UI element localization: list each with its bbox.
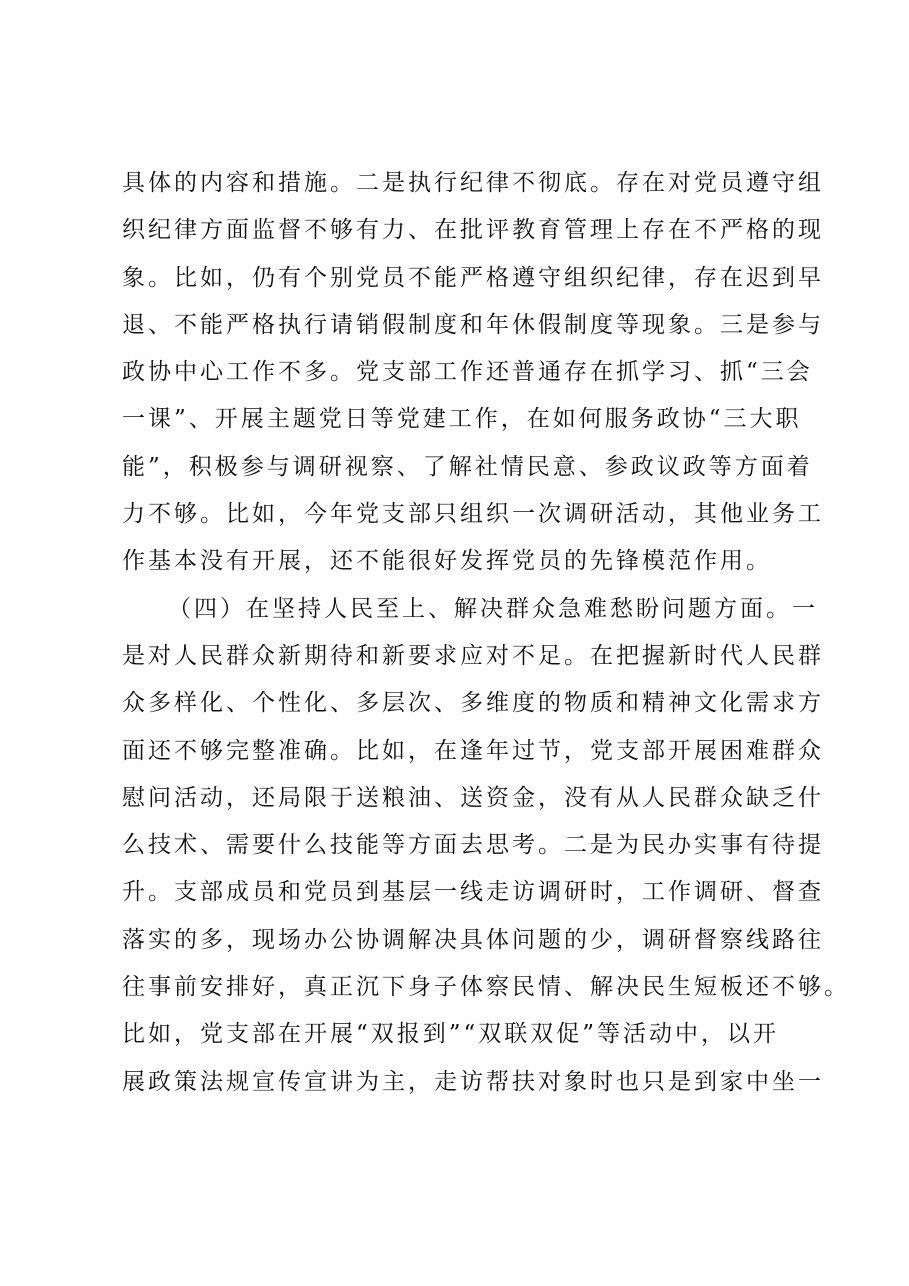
- text-line: 具体的内容和措施。二是执行纪律不彻底。存在对党员遵守组: [122, 170, 824, 196]
- text-line: 往事前安排好，真正沉下身子体察民情、解决民生短板还不够。: [122, 974, 850, 1001]
- text-line: 慰问活动，还局限于送粮油、送资金，没有从人民群众缺乏什: [122, 784, 824, 811]
- body-text: [122, 160, 850, 1106]
- text-line: 织纪律方面监督不够有力、在批评教育管理上存在不严格的现: [122, 217, 824, 244]
- section-heading-line: （四）在坚持人民至上、解决群众急难愁盼问题方面。一: [168, 595, 818, 622]
- text-line: 能”，积极参与调研视察、了解社情民意、参政议政等方面着: [122, 453, 813, 480]
- text-line: 么技术、需要什么技能等方面去思考。二是为民办实事有待提: [122, 832, 824, 859]
- text-line: 政协中心工作不多。党支部工作还普通存在抓学习、抓“三会: [122, 359, 813, 386]
- text-line: 升。支部成员和党员到基层一线走访调研时，工作调研、督查: [122, 879, 824, 906]
- text-line: 力不够。比如，今年党支部只组织一次调研活动，其他业务工: [122, 501, 824, 528]
- text-line: 展政策法规宣传宣讲为主，走访帮扶对象时也只是到家中坐一: [122, 1068, 824, 1095]
- text-line: 众多样化、个性化、多层次、多维度的物质和精神文化需求方: [122, 690, 824, 717]
- text-line: 面还不够完整准确。比如，在逢年过节，党支部开展困难群众: [122, 737, 824, 764]
- text-line: 落实的多，现场办公协调解决具体问题的少，调研督察线路往: [122, 926, 824, 953]
- text-line: 比如，党支部在开展“双报到”“双联双促”等活动中，以开: [122, 1021, 780, 1048]
- text-line: 是对人民群众新期待和新要求应对不足。在把握新时代人民群: [122, 642, 824, 669]
- text-line: 象。比如，仍有个别党员不能严格遵守组织纪律，存在迟到早: [122, 264, 824, 291]
- text-line: 一课”、开展主题党日等党建工作，在如何服务政协“三大职: [122, 406, 802, 433]
- text-line: 作基本没有开展，还不能很好发挥党员的先锋模范作用。: [122, 548, 772, 575]
- text-line: 退、不能严格执行请销假制度和年休假制度等现象。三是参与: [122, 311, 824, 338]
